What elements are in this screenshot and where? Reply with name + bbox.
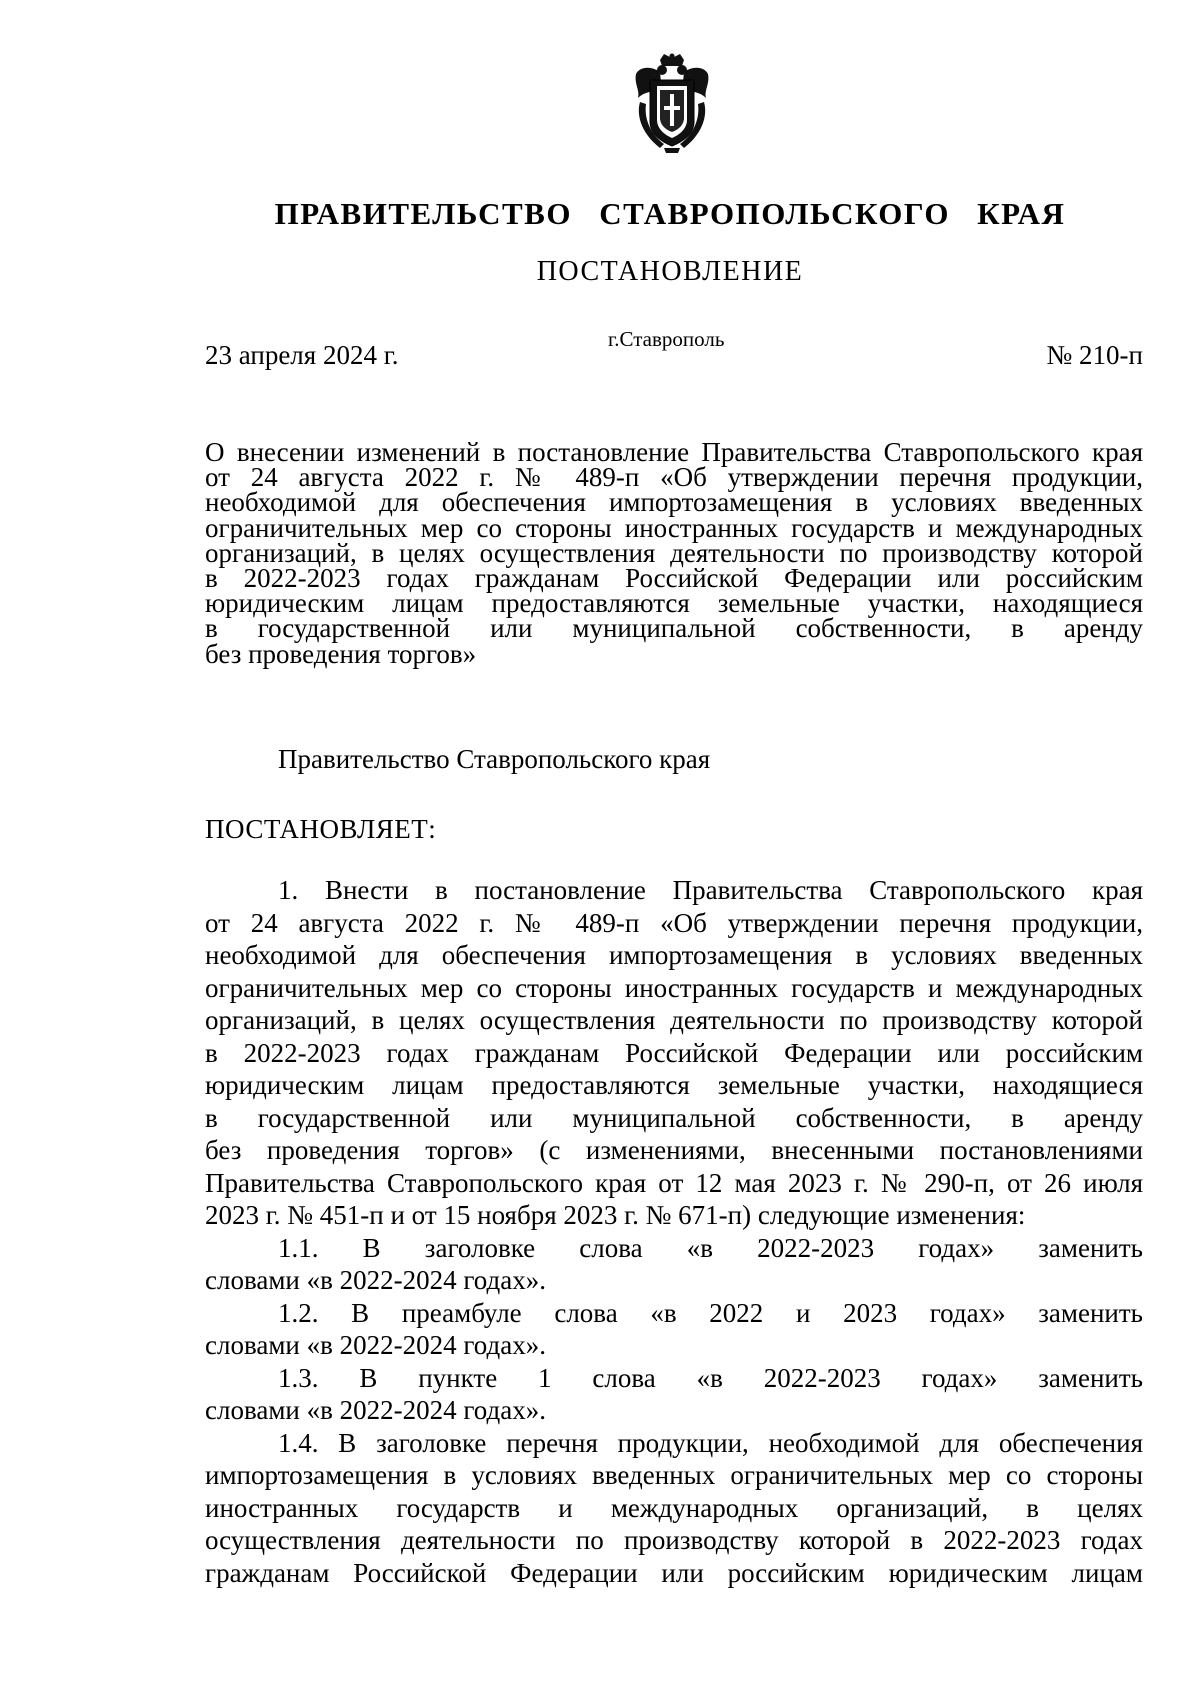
body-line: 2023 г. № 451-п и от 15 ноября 2023 г. № 671-п) следующие изменения: bbox=[205, 1200, 1026, 1230]
body-line: от 24 августа 2022 г. № 489-п «Об утверждении перечня продукции, bbox=[205, 907, 1143, 938]
body-line: организаций, в целях осуществления деятельности по производству которой bbox=[205, 1005, 1143, 1035]
body-line: словами «в 2022-2024 годах». bbox=[205, 1395, 546, 1425]
document-subject bbox=[205, 437, 1143, 669]
body-line: гражданам Российской Федерации или российским юридическим лицам bbox=[205, 1557, 1143, 1588]
subject-line: необходимой для обеспечения импортозамещения в условиях введенных bbox=[205, 487, 1143, 518]
city: г.Ставрополь bbox=[608, 327, 725, 351]
body-line: словами «в 2022-2024 годах». bbox=[205, 1265, 546, 1295]
body-line: 1.2. В преамбуле слова «в 2022 и 2023 годах» заменить bbox=[278, 1297, 1143, 1328]
intro-text: Правительство Ставропольского края bbox=[278, 744, 711, 774]
body-line: в государственной или муниципальной собственности, в аренду bbox=[205, 1102, 1143, 1133]
body-line: в 2022-2023 годах гражданам Российской Федерации или российским bbox=[205, 1037, 1143, 1068]
subject-line: в 2022-2023 годах гражданам Российской Федерации или российским bbox=[205, 563, 1143, 594]
document-type: ПОСТАНОВЛЕНИЕ bbox=[536, 256, 804, 287]
body-line: ограничительных мер со стороны иностранных государств и международных bbox=[205, 972, 1143, 1003]
coat-of-arms-icon bbox=[630, 52, 714, 154]
body-line: 1.4. В заголовке перечня продукции, необходимой для обеспечения bbox=[278, 1427, 1143, 1458]
body-line: необходимой для обеспечения импортозамещения в условиях введенных bbox=[205, 940, 1143, 970]
subject-line: в государственной или муниципальной собственности, в аренду bbox=[205, 613, 1143, 644]
document-number: № 210-п bbox=[1046, 340, 1143, 370]
body-line: иностранных государств и международных организаций, в целях bbox=[205, 1492, 1143, 1523]
body-line: 1.3. В пункте 1 слова «в 2022-2023 годах» заменить bbox=[278, 1362, 1143, 1393]
subject-line: от 24 августа 2022 г. № 489-п «Об утверждении перечня продукции, bbox=[205, 462, 1143, 493]
subject-line: ограничительных мер со стороны иностранных государств и международных bbox=[205, 512, 1143, 543]
body-line: без проведения торгов» (с изменениями, внесенными постановлениями bbox=[205, 1135, 1143, 1165]
body-line: юридическим лицам предоставляются земельные участки, находящиеся bbox=[205, 1070, 1143, 1100]
body-line: 1.1. В заголовке слова «в 2022-2023 годах» заменить bbox=[278, 1232, 1143, 1263]
body-line: Правительства Ставропольского края от 12 мая 2023 г. № 290-п, от 26 июля bbox=[205, 1167, 1143, 1198]
subject-line: юридическим лицам предоставляются земельные участки, находящиеся bbox=[205, 588, 1143, 619]
government-title: ПРАВИТЕЛЬСТВО СТАВРОПОЛЬСКОГО КРАЯ bbox=[274, 196, 1066, 231]
body-line: осуществления деятельности по производству которой в 2022-2023 годах bbox=[205, 1525, 1143, 1555]
subject-line: О внесении изменений в постановление Правительства Ставропольского края bbox=[205, 437, 1143, 467]
body-line: словами «в 2022-2024 годах». bbox=[205, 1330, 546, 1360]
body-line: 1. Внести в постановление Правительства Ставропольского края bbox=[278, 875, 1143, 905]
document-date: 23 апреля 2024 г. bbox=[205, 340, 399, 370]
decree-word: ПОСТАНОВЛЯЕТ: bbox=[205, 814, 437, 844]
subject-line: организаций, в целях осуществления деятельности по производству которой bbox=[205, 537, 1143, 568]
subject-line: без проведения торгов» bbox=[205, 638, 477, 669]
body-line: импортозамещения в условиях введенных ограничительных мер со стороны bbox=[205, 1460, 1143, 1490]
document-body bbox=[205, 874, 1143, 1589]
